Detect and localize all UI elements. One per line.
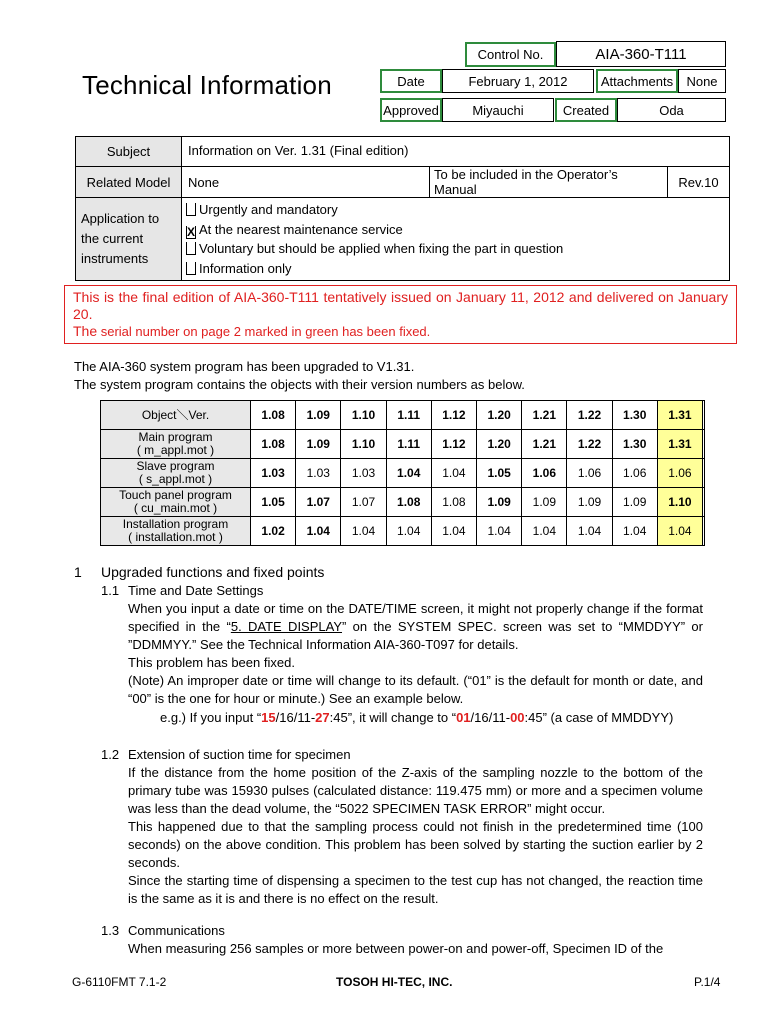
object-name [101,430,251,459]
version-cell: 1.09 [477,488,522,517]
version-cell: 1.08 [431,488,476,517]
related-model-value: None [182,167,430,198]
final-edition-notice [64,285,737,344]
version-header: 1.08 [251,401,296,430]
section-1-2-para-1: If the distance from the home position of the Z-axis of the sampling nozzle to the bottom of the primary tube was 15930 pulses (calculated distance: 119.475 mm) or more and a specimen volume was less than the dead volume, the “5022 SPECIMEN TASK ERROR” might occur. [128,765,703,816]
version-header: 1.21 [522,401,567,430]
version-cell-latest: 1.06 [657,459,702,488]
application-options [182,198,730,281]
version-cell: 1.09 [612,488,657,517]
option-nearest-maintenance [186,220,725,240]
document-title: Technical Information [82,70,332,100]
version-header: 1.12 [431,401,476,430]
subject-label: Subject [76,137,182,167]
version-header-latest: 1.31 [657,401,702,430]
version-cell: 1.04 [386,459,431,488]
version-cell: 1.09 [296,430,341,459]
option-voluntary [186,239,725,259]
application-label [76,198,182,281]
version-cell: 1.03 [341,459,386,488]
version-cell: 1.04 [477,517,522,546]
attachments-label: Attachments [596,69,678,93]
section-1-3-title: Communications [128,923,225,938]
date-value: February 1, 2012 [442,69,594,93]
section-1-1-para-2: This problem has been fixed. [128,655,295,670]
version-header: 1.09 [296,401,341,430]
section-1-2-title: Extension of suction time for specimen [128,747,351,762]
operators-manual-label: To be included in the Operator’s Manual [430,167,668,198]
section-1-number: 1 [74,564,82,580]
created-value: Oda [617,98,726,122]
version-cell: 1.04 [431,459,476,488]
date-label: Date [380,69,442,93]
object-label: Main program [138,430,213,444]
version-table-corner: Object＼Ver. [101,401,251,430]
version-cell: 1.04 [341,517,386,546]
application-label-line: instruments [81,251,149,266]
version-cell: 1.05 [251,488,296,517]
section-1-1-number: 1.1 [101,583,120,598]
example-default-value: 01 [456,710,471,725]
example-text: :45”, it will change to “ [329,710,457,725]
section-1-title: Upgraded functions and fixed points [101,564,325,580]
version-cell: 1.07 [296,488,341,517]
notice-lead: The [73,323,98,339]
option-urgent [186,200,725,220]
section-1-2-para-2: This happened due to that the sampling process could not finish in the predetermined time (100 seconds) on the above condition. This problem has been solved by starting the suction earlier by 2 seconds. [128,819,703,870]
approved-label: Approved [380,98,442,122]
checkbox-icon [186,203,196,216]
version-cell: 1.12 [431,430,476,459]
section-1-3-para-1: When measuring 256 samples or more between power-on and power-off, Specimen ID of the [128,941,664,956]
version-cell: 1.09 [567,488,612,517]
example-text: /16/11- [470,710,511,725]
section-1-2-number: 1.2 [101,747,120,762]
version-cell: 1.05 [477,459,522,488]
option-label: At the nearest maintenance service [199,221,403,237]
note-label: (Note) [128,673,168,688]
footer-form-number: G-6110FMT 7.1-2 [72,975,167,989]
section-1-1-note [128,672,703,708]
info-table [75,136,730,281]
version-cell: 1.04 [612,517,657,546]
version-cell: 1.04 [567,517,612,546]
note-text: improper date or time will change to its default. (“01” is the default for month or date, and “00” is the one for hour or minute.) See an example below. [128,673,703,706]
control-no-value: AIA-360-T111 [556,41,726,67]
version-cell: 1.09 [522,488,567,517]
version-cell: 1.22 [567,430,612,459]
subject-value: Information on Ver. 1.31 (Final edition) [182,137,730,167]
example-default-value: 00 [510,710,525,725]
para-text: ” on the SYSTEM SPEC. screen was set to “MMDDYY” or ”DDMMYY.” See the Technical Information AIA-360-T097 for details. [128,619,703,652]
version-cell: 1.20 [477,430,522,459]
approved-value: Miyauchi [442,98,554,122]
version-cell-empty [703,517,705,546]
option-label: Urgently and mandatory [199,202,338,217]
object-label: Slave program [136,459,215,473]
version-cell: 1.08 [251,430,296,459]
version-table [100,400,705,546]
object-name [101,459,251,488]
section-1-1-para-1 [128,600,703,654]
footer-company: TOSOH HI-TEC, INC. [336,975,453,989]
version-cell: 1.06 [567,459,612,488]
application-label-line: Application to [81,211,160,226]
version-header-empty [703,401,705,430]
object-label: Installation program [122,517,229,531]
version-cell: 1.30 [612,430,657,459]
intro-line-2: The system program contains the objects with their version numbers as below. [74,377,525,392]
version-cell-latest: 1.04 [657,517,702,546]
version-header: 1.10 [341,401,386,430]
version-cell: 1.04 [296,517,341,546]
notice-line-1: This is the final edition of AIA-360-T111 tentatively issued on January 11, 2012 and delivered on January 20. [73,289,728,322]
section-1-3-number: 1.3 [101,923,120,938]
version-cell: 1.03 [251,459,296,488]
section-1-2-para-3: Since the starting time of dispensing a specimen to the test cup has not changed, the reaction time is the same as it is and there is no effect on the result. [128,873,703,906]
version-cell-empty [703,430,705,459]
version-cell: 1.11 [386,430,431,459]
checkbox-icon [186,262,196,275]
version-header: 1.22 [567,401,612,430]
version-cell-empty [703,459,705,488]
note-text: An [167,673,184,688]
version-cell: 1.06 [612,459,657,488]
example-text: :45” (a case of MMDDYY) [524,710,674,725]
version-header: 1.30 [612,401,657,430]
notice-line-2 [73,323,728,340]
checkbox-icon [186,242,196,255]
footer-page-number: P.1/4 [694,975,721,989]
object-file: ( cu_main.mot ) [133,501,218,515]
version-header: 1.20 [477,401,522,430]
object-file: ( m_appl.mot ) [136,443,215,457]
para-text: When you input a date or time on the DATE/TIME screen, it might not properly change if the format specified in the “ [128,601,703,634]
version-cell: 1.21 [522,430,567,459]
option-label: Information only [199,260,292,276]
version-cell-latest: 1.31 [657,430,702,459]
section-1-1-title: Time and Date Settings [128,583,264,598]
version-cell: 1.07 [341,488,386,517]
object-name [101,517,251,546]
checkbox-checked-icon: X [187,224,196,239]
notice-rest: serial number on page 2 marked in green has been fixed. [97,324,431,339]
example-invalid-value: 15 [261,710,276,725]
version-cell: 1.03 [296,459,341,488]
version-cell-empty [703,488,705,517]
object-file: ( s_appl.mot ) [138,472,213,486]
section-1-1-body [128,600,703,708]
date-display-reference: 5. DATE DISPLAY [230,619,343,634]
object-label: Touch panel program [119,488,232,502]
version-cell: 1.04 [386,517,431,546]
object-name [101,488,251,517]
version-header: 1.11 [386,401,431,430]
version-cell: 1.04 [522,517,567,546]
example-invalid-value: 27 [315,710,330,725]
control-no-label: Control No. [465,42,556,67]
option-information-only [186,259,725,279]
example-text: e.g.) If you input “ [160,710,262,725]
object-file: ( installation.mot ) [128,530,223,544]
example-text: /16/11- [275,710,316,725]
version-cell: 1.10 [341,430,386,459]
intro-line-1: The AIA-360 system program has been upgraded to V1.31. [74,359,415,374]
created-label: Created [555,98,617,122]
option-label: Voluntary but should be applied when fixing the part in question [199,241,564,256]
version-cell: 1.02 [251,517,296,546]
related-model-label: Related Model [76,167,182,198]
section-1-2-body [128,764,703,908]
application-label-line: the current [81,231,144,246]
section-1-1-example [160,709,673,727]
version-cell-latest: 1.10 [657,488,702,517]
attachments-value: None [678,69,726,93]
version-cell: 1.08 [386,488,431,517]
version-cell: 1.04 [431,517,476,546]
version-cell: 1.06 [522,459,567,488]
manual-revision: Rev.10 [668,167,730,198]
